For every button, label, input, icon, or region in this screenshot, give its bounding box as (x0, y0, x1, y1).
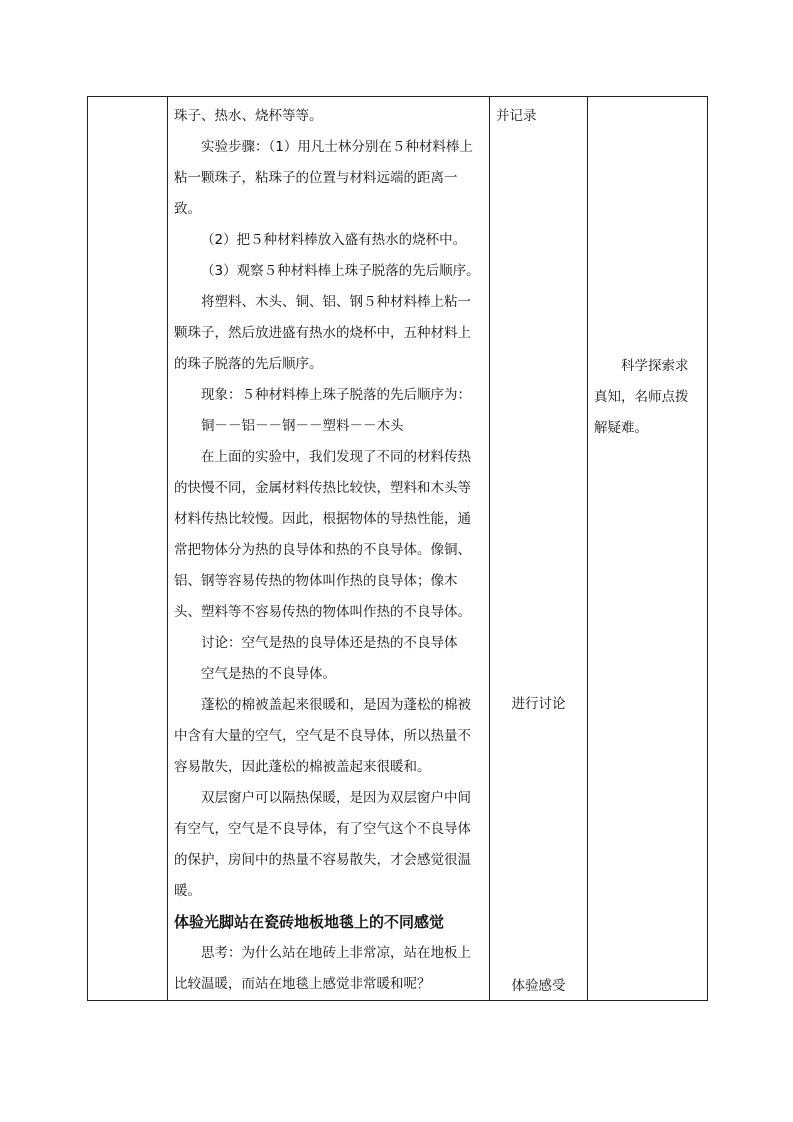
content-paragraph: （3）观察５种材料棒上珠子脱落的先后顺序。 (201, 263, 480, 279)
content-paragraph: 铜－－铝－－钢－－塑料－－木头 (201, 418, 404, 434)
teaching-content (168, 97, 489, 1000)
lesson-plan-table (87, 96, 708, 1001)
student-activity-cell (490, 97, 588, 1001)
design-intent-cell (588, 97, 708, 1001)
content-paragraph: 讨论：空气是热的良导体还是热的不良导体 (201, 635, 458, 651)
content-paragraph: 现象：５种材料棒上珠子脱落的先后顺序为： (201, 387, 471, 403)
content-paragraph: 在上面的实验中，我们发现了不同的材料传热的快慢不同，金属材料传热比较快，塑料和木头等材料传热比较慢。因此，根据物体的导热性能，通常把物体分为热的良导体和热的不良导体。像铜、铝、钢等容易传热的物体叫作热的良导体；像木头、塑料等不容易传热的物体叫作热的不良导体。 (174, 449, 471, 620)
teaching-content-cell (168, 97, 490, 1001)
content-paragraph: 蓬松的棉被盖起来很暖和，是因为蓬松的棉被中含有大量的空气，空气是不良导体，所以热量不容易散失，因此蓬松的棉被盖起来很暖和。 (174, 697, 471, 775)
design-intent (588, 97, 707, 444)
content-paragraph: （2）把５种材料棒放入盛有热水的烧杯中。 (201, 232, 467, 248)
stage-cell (88, 97, 168, 1001)
content-paragraph: 实验步骤：（1）用凡士林分别在５种材料棒上粘一颗珠子，粘珠子的位置与材料远端的距离一致。 (174, 139, 473, 217)
content-paragraph: 珠子、热水、烧杯等等。 (174, 108, 323, 124)
activity-record: 并记录 (496, 108, 537, 124)
content-paragraph: 思考：为什么站在地砖上非常凉，站在地板上比较温暖，而站在地毯上感觉非常暖和呢？ (174, 945, 471, 992)
section-heading: 体验光脚站在瓷砖地板地毯上的不同感觉 (174, 913, 445, 931)
lesson-row (88, 97, 708, 1001)
activity-experience: 体验感受 (511, 978, 566, 994)
student-activity (490, 97, 587, 1000)
content-paragraph: 双层窗户可以隔热保暖，是因为双层窗户中间有空气，空气是不良导体，有了空气这个不良导体的保护，房间中的热量不容易散失，才会感觉很温暖。 (174, 790, 471, 899)
content-paragraph: 空气是热的不良导体。 (201, 666, 336, 682)
activity-discuss: 进行讨论 (511, 696, 566, 712)
content-paragraph: 将塑料、木头、铜、铝、钢５种材料棒上粘一颗珠子，然后放进盛有热水的烧杯中，五种材料上的珠子脱落的先后顺序。 (174, 294, 471, 372)
design-intent-text: 科学探索求真知，名师点拨解疑难。 (594, 358, 689, 436)
